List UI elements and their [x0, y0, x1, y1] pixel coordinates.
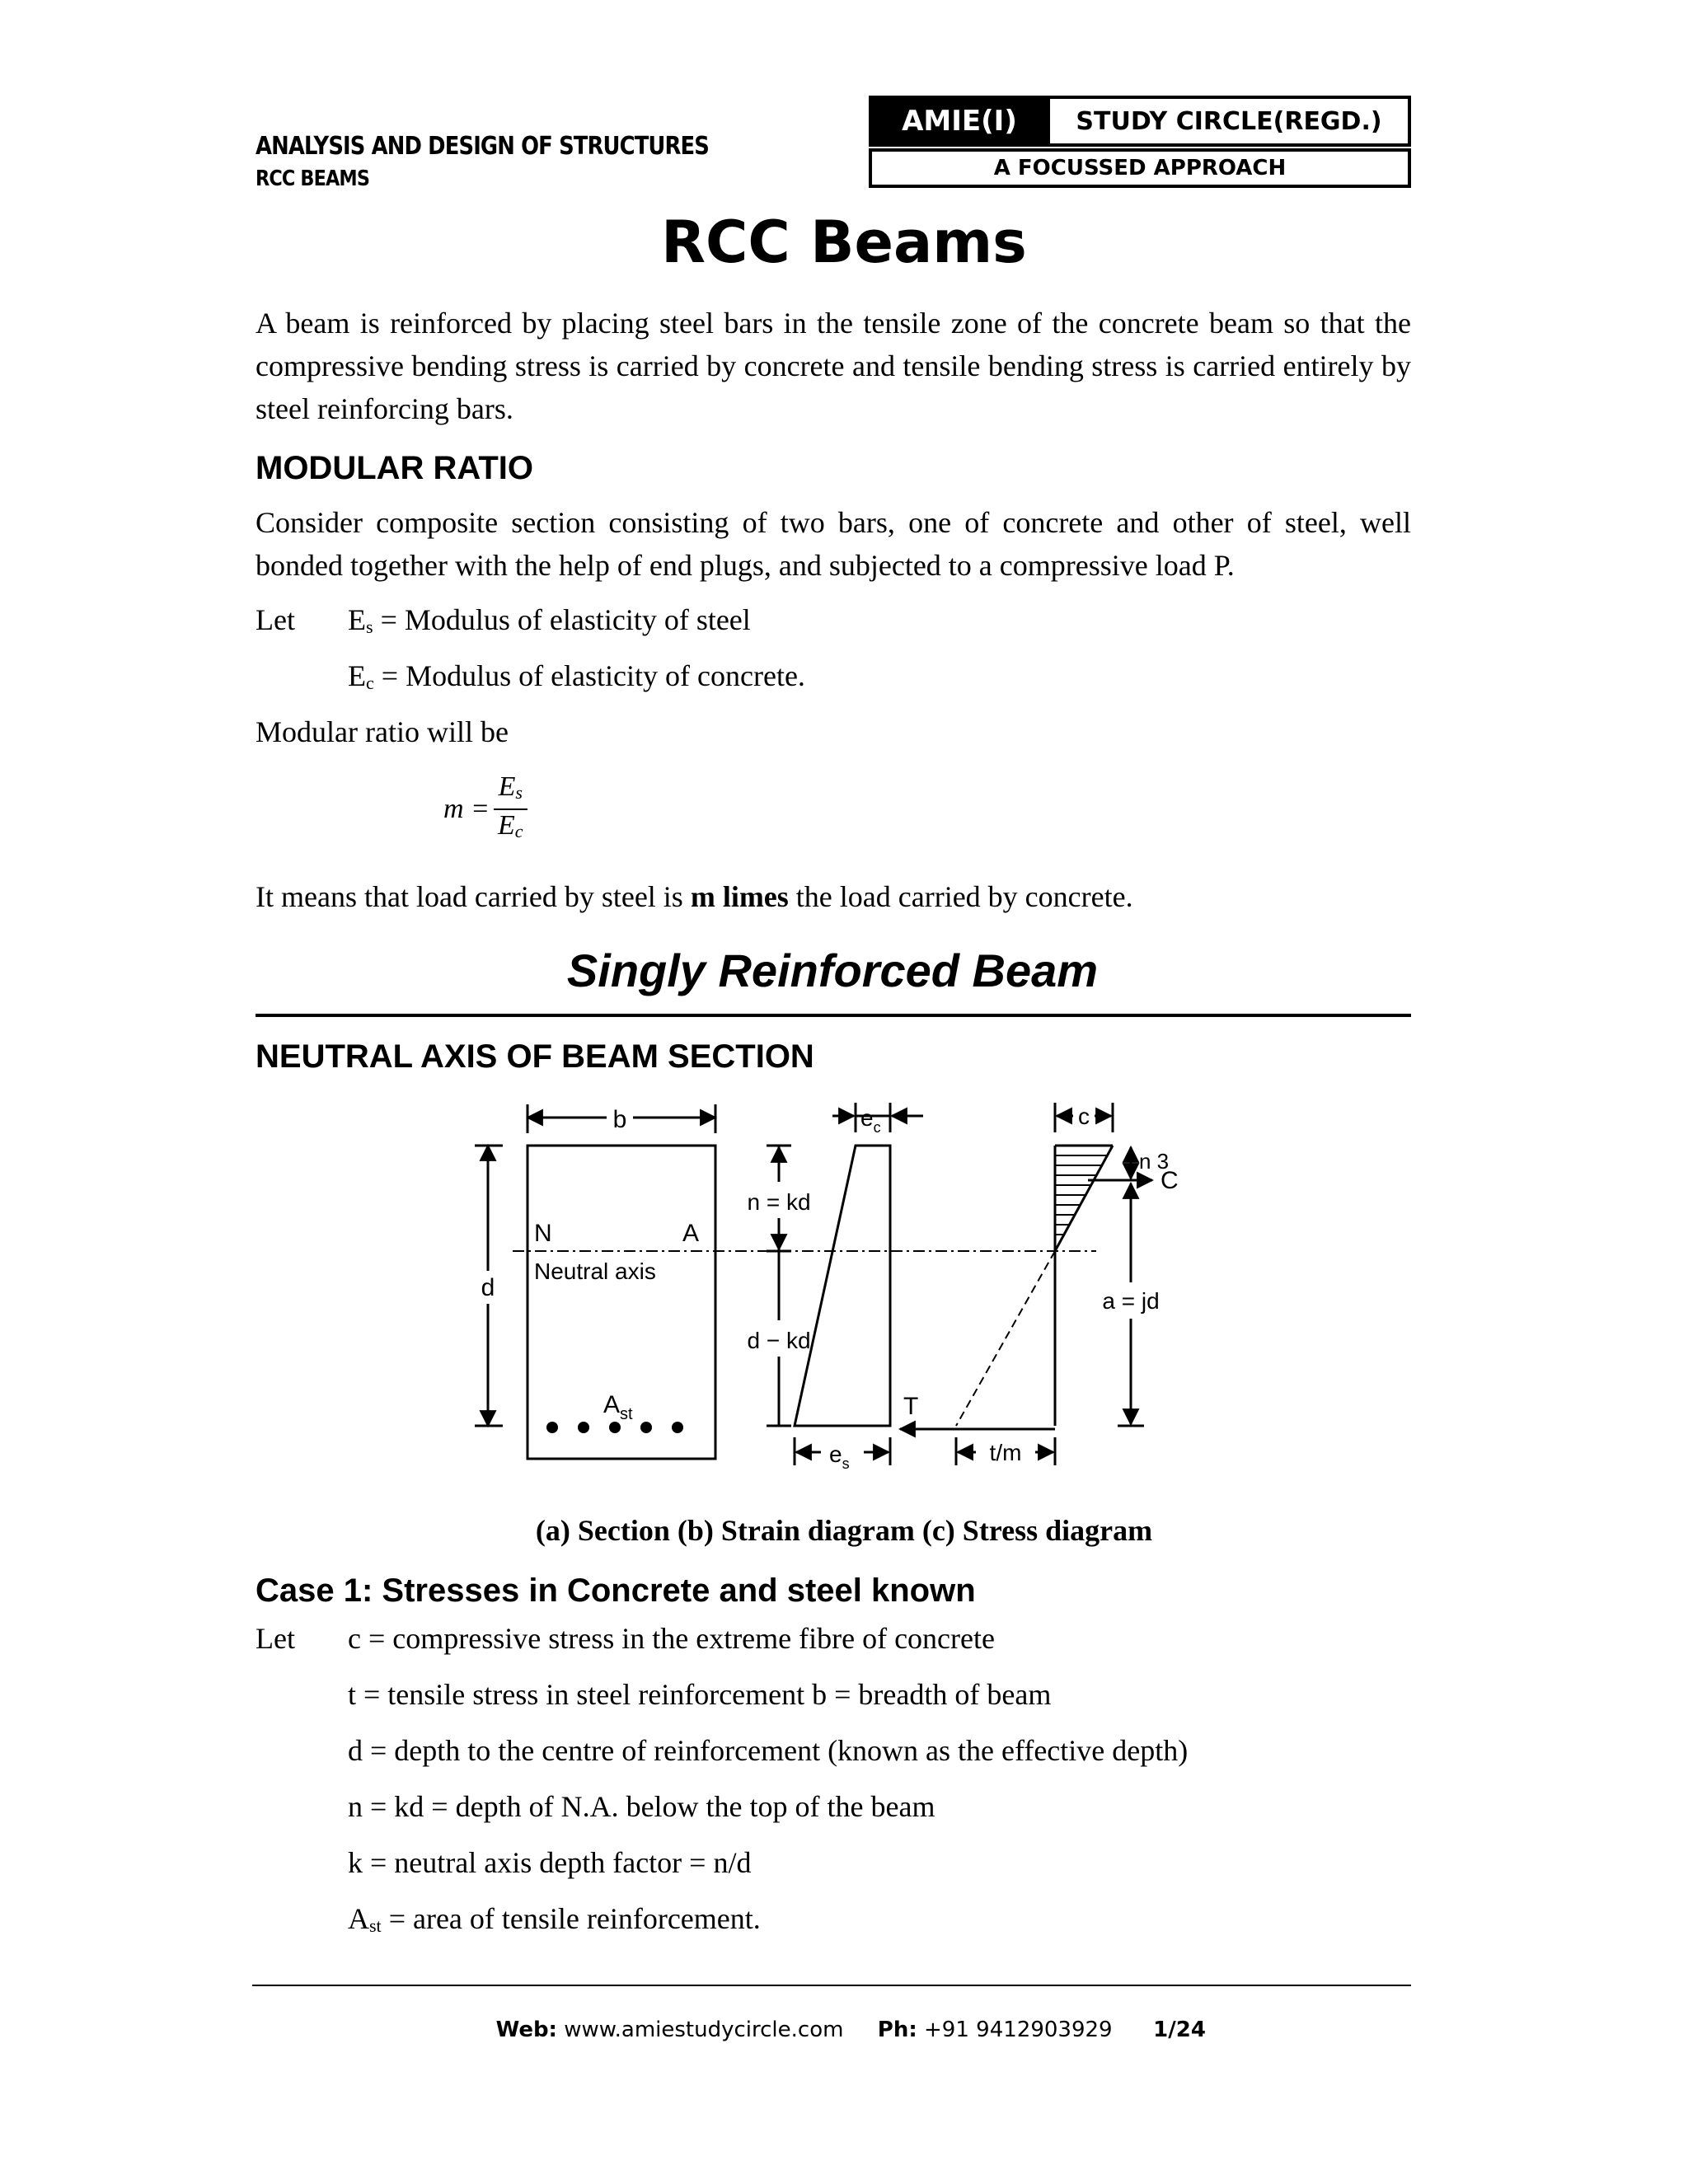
rebar-dot — [546, 1422, 558, 1433]
es-subscript: s — [366, 616, 373, 637]
C-label: C — [1160, 1167, 1179, 1194]
header-subject: ANALYSIS AND DESIGN OF STRUCTURES — [256, 132, 710, 161]
modular-ratio-paragraph: Consider composite section consisting of two bars, one of concrete and other of steel, well bonded together with the help of end plugs, and subjected to a compressive load P. — [256, 506, 1411, 582]
case1-def-t: t = tensile stress in steel reinforcement b = breadth of beam — [348, 1678, 1052, 1711]
footer-web[interactable]: www.amiestudycircle.com — [564, 2018, 844, 2042]
beam-figure — [462, 1096, 1203, 1492]
tm-label: t/m — [989, 1440, 1022, 1465]
page-title: RCC Beams — [661, 209, 1027, 276]
stress-tension-dashed — [956, 1251, 1055, 1426]
ast-label: $A_{st}$ — [603, 1391, 633, 1423]
case1-def-k: k = neutral axis depth factor = n/d — [348, 1846, 752, 1879]
intro-paragraph: A beam is reinforced by placing steel bars in the tensile zone of the concrete beam so that the compressive bending stress is carried by concrete and tensile bending stress is carried entirely by steel reinforcing bars. — [256, 307, 1411, 425]
modular-ratio-meaning: It means that load carried by steel is m limes the load carried by concrete. — [256, 880, 1133, 913]
es-definition — [348, 603, 751, 644]
ec-symbol: E — [348, 659, 366, 692]
case1-let: Let — [256, 1622, 295, 1655]
footer-page: 1/24 — [1153, 2018, 1206, 2042]
header-chapter: RCC BEAMS — [256, 166, 370, 191]
footer-ph-label: Ph: — [877, 2018, 917, 2042]
d-label: d — [481, 1274, 495, 1301]
es-label: $e_s$ — [829, 1441, 850, 1472]
n3-label: n 3 — [1139, 1149, 1170, 1174]
footer-web-label: Web: — [495, 2018, 557, 2042]
es-symbol: E — [348, 603, 366, 636]
a-jd-label: a = jd — [1102, 1288, 1160, 1314]
section-divider — [256, 1014, 1411, 1017]
neutral-axis-heading: NEUTRAL AXIS OF BEAM SECTION — [256, 1038, 814, 1075]
formula-lhs: m = — [443, 794, 490, 824]
modular-ratio-formula — [443, 771, 528, 847]
brand-right-box: STUDY CIRCLE(REGD.) — [1047, 96, 1411, 147]
ec-definition — [348, 659, 805, 700]
figure-caption: (a) Section (b) Strain diagram (c) Stress diagram — [535, 1514, 1153, 1547]
n-kd-label: n = kd — [747, 1189, 811, 1215]
ec-subscript: c — [366, 673, 374, 693]
rebar-dot — [578, 1422, 589, 1433]
n-label: N — [534, 1220, 552, 1247]
footer-phone: +91 9412903929 — [924, 2018, 1113, 2042]
formula-denominator: $E_c$ — [498, 810, 523, 841]
tagline-box: A FOCUSSED APPROACH — [869, 148, 1411, 188]
c-label: c — [1078, 1104, 1090, 1129]
formula-fraction — [493, 771, 528, 847]
case1-def-ast: $A_{st}$ = area of tensile reinforcement. — [348, 1902, 761, 1936]
let-label: Let — [256, 603, 295, 636]
ec-text: = Modulus of elasticity of concrete. — [373, 659, 805, 692]
rebar-dot — [672, 1422, 683, 1433]
section-title: Singly Reinforced Beam — [566, 944, 1099, 996]
a-label: A — [682, 1220, 700, 1247]
case1-def-n: n = kd = depth of N.A. below the top of the beam — [348, 1790, 935, 1823]
case1-def-c: c = compressive stress in the extreme fibre of concrete — [348, 1622, 995, 1655]
modular-ratio-heading: MODULAR RATIO — [256, 450, 533, 486]
brand-left-box: AMIE(I) — [869, 96, 1050, 147]
ec-label: $e_c$ — [860, 1105, 881, 1136]
rebar-dot — [640, 1422, 652, 1433]
footer-divider — [252, 1985, 1411, 1986]
meaning-bold: m limes — [690, 880, 789, 913]
rebar-dot — [609, 1422, 621, 1433]
b-label: b — [612, 1106, 627, 1133]
neutral-axis-label: Neutral axis — [534, 1258, 656, 1284]
es-text: = Modulus of elasticity of steel — [373, 603, 751, 636]
modular-ratio-will-be: Modular ratio will be — [256, 715, 509, 748]
T-label: T — [903, 1393, 919, 1420]
formula-numerator: $E_s$ — [494, 771, 528, 810]
d-kd-label: d − kd — [747, 1328, 811, 1353]
case1-heading: Case 1: Stresses in Concrete and steel known — [256, 1572, 976, 1609]
case1-def-d: d = depth to the centre of reinforcement (known as the effective depth) — [348, 1734, 1189, 1767]
footer — [0, 1993, 1688, 2042]
